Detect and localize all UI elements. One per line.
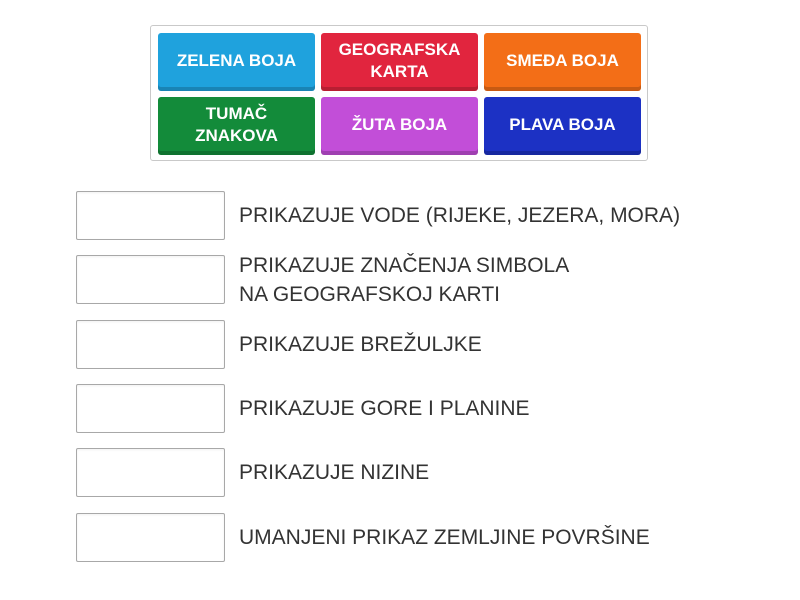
drop-slot[interactable] — [76, 513, 225, 562]
drop-slot[interactable] — [76, 191, 225, 240]
row-description: PRIKAZUJE NIZINE — [239, 461, 430, 484]
tile-smeda-boja[interactable]: SMEĐA BOJA — [484, 33, 641, 91]
row-description: PRIKAZUJE GORE I PLANINE — [239, 397, 530, 420]
tile-tumac-znakova[interactable]: TUMAČ ZNAKOVA — [158, 97, 315, 155]
match-row — [76, 191, 776, 241]
tile-plava-boja[interactable]: PLAVA BOJA — [484, 97, 641, 155]
match-row — [76, 320, 776, 370]
row-description: PRIKAZUJE ZNAČENJA SIMBOLA NA GEOGRAFSKOJ KARTI — [239, 253, 570, 306]
match-row — [76, 384, 776, 434]
drop-slot[interactable] — [76, 255, 225, 304]
answer-tile-tray — [150, 25, 648, 161]
match-row — [76, 255, 776, 305]
tile-zelena-boja[interactable]: ZELENA BOJA — [158, 33, 315, 91]
tile-zuta-boja[interactable]: ŽUTA BOJA — [321, 97, 478, 155]
row-description: UMANJENI PRIKAZ ZEMLJINE POVRŠINE — [239, 526, 650, 549]
drop-slot[interactable] — [76, 384, 225, 433]
match-row — [76, 513, 776, 563]
tile-geografska-karta[interactable]: GEOGRAFSKA KARTA — [321, 33, 478, 91]
drop-slot[interactable] — [76, 320, 225, 369]
match-row — [76, 448, 776, 498]
row-description: PRIKAZUJE VODE (RIJEKE, JEZERA, MORA) — [239, 204, 681, 227]
drop-slot[interactable] — [76, 448, 225, 497]
row-description: PRIKAZUJE BREŽULJKE — [239, 333, 482, 356]
